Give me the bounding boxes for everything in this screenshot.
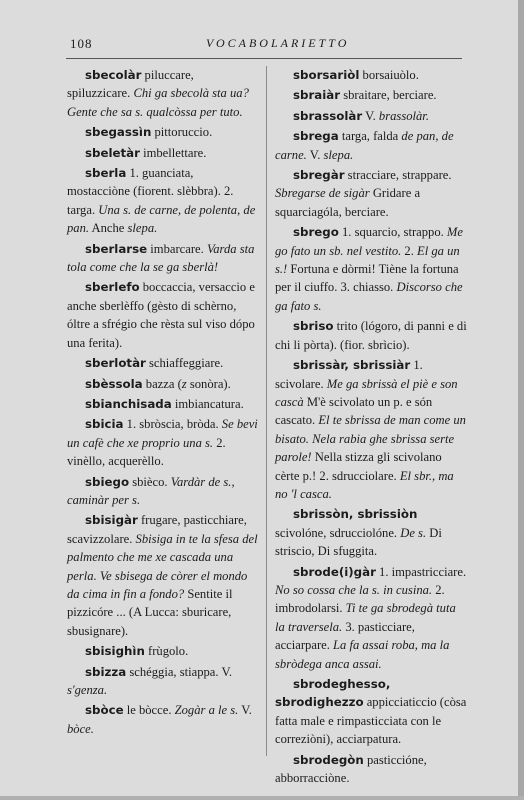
entry-definition: Fortuna e dòrmi! Tiène la fortuna per il ciuffo. 3. chiasso.: [275, 262, 459, 295]
entry-headword: sbizza: [85, 664, 127, 679]
entry-definition: le bòcce.: [123, 703, 175, 718]
left-column: [67, 66, 259, 740]
entry-example: Chi ga sbecolà sta ua? Gente che sa s. qualcòssa per tuto.: [67, 86, 249, 119]
entry-headword: sborsariòl: [293, 68, 360, 82]
entry-definition: stracciare, strappare.: [344, 168, 452, 183]
dictionary-entry: [275, 356, 467, 503]
dictionary-entry: [67, 144, 259, 162]
dictionary-entry: [275, 86, 467, 104]
entry-definition: 1. sbròscia, bròda.: [123, 417, 222, 432]
dictionary-entry: [275, 751, 467, 788]
entry-definition: bazza (: [142, 376, 182, 391]
entry-example: s'genza.: [67, 683, 108, 697]
entry-example: slepa.: [323, 147, 354, 162]
dictionary-entry: [67, 123, 259, 141]
entry-headword: sbecolàr: [85, 68, 142, 82]
entry-definition: V.: [306, 147, 324, 162]
entry-definition: Anche: [89, 221, 128, 236]
header-rule: [66, 58, 462, 59]
entry-definition: appicciaticcio (còsa fatta male e rimpasticciata con le correziòni), acciarpatura.: [275, 695, 467, 747]
entry-headword: sbisigàr: [85, 513, 138, 528]
dictionary-entry: [67, 642, 259, 660]
entry-example: bòce.: [67, 721, 94, 736]
entry-example: El te sbrissa de man come un bisato. Nela rabia ghe sbrissa serte parole!: [275, 413, 466, 465]
entry-example: Vardàr de s., caminàr per s.: [67, 474, 235, 507]
entry-definition: boccaccia, versaccio e anche sberlèffo (gèsto di schèrno, óltre a sfrégio che rèsta sul viso dópo una ferita).: [67, 280, 255, 350]
entry-definition: frugare, pasticchiare, scavizzolare.: [67, 513, 247, 546]
dictionary-entry: [275, 317, 467, 354]
entry-definition: pasticcióne, abborracciòne.: [275, 752, 427, 786]
entry-headword: sbriso: [293, 319, 334, 334]
entry-headword: sbèssola: [85, 376, 143, 391]
entry-headword: sbraiàr: [293, 88, 341, 103]
dictionary-entry: [275, 107, 467, 125]
entry-headword: sbrodegòn: [293, 752, 364, 767]
entry-example: Zogàr a le s.: [174, 703, 239, 718]
entry-definition: V.: [238, 703, 252, 718]
dictionary-entry: [67, 240, 259, 277]
page-edge-right: [518, 0, 524, 800]
entry-definition: 3. pasticciare, acciarpare.: [275, 619, 415, 653]
entry-definition: imbarcare.: [147, 241, 207, 256]
dictionary-entry: [67, 66, 259, 121]
entry-example: z: [181, 376, 187, 391]
entry-definition: scivolóne, sdrucciolóne.: [275, 525, 401, 540]
dictionary-entry: [67, 164, 259, 238]
page-header: [56, 36, 460, 56]
entry-definition: imbellettare.: [139, 145, 207, 160]
entry-example: Me ga sbrissà el piè e son cascà: [275, 376, 458, 409]
entry-definition: piluccare, spiluzzicare.: [67, 68, 194, 101]
entry-headword: sberla: [85, 166, 127, 181]
entry-headword: sbrego: [293, 225, 339, 240]
dictionary-entry: [67, 473, 259, 510]
entry-headword: sbòce: [85, 703, 124, 718]
entry-definition: 1. guanciata, mostacciòne (fiorent. slèbbra). 2. targa.: [67, 166, 234, 217]
entry-headword: sbrissòn, sbrissiòn: [293, 507, 418, 522]
entry-definition: 1. impastricciare.: [375, 564, 467, 579]
entry-headword: sberlefo: [85, 280, 140, 295]
page-number: 108: [70, 36, 93, 51]
entry-definition: schiaffeggiare.: [145, 356, 224, 371]
column-divider: [266, 66, 267, 756]
entry-definition: Di striscio, Di sfuggita.: [275, 525, 442, 559]
dictionary-entry: [67, 663, 259, 700]
entry-example: de pan, de carne.: [275, 129, 454, 162]
entry-definition: sonòra).: [186, 376, 231, 391]
entry-headword: sbrissàr, sbrissiàr: [293, 358, 411, 373]
entry-headword: sberlotàr: [85, 356, 146, 371]
entry-headword: sbegassìn: [85, 125, 152, 140]
dictionary-entry: [67, 395, 259, 413]
entry-example: brassolàr.: [378, 108, 429, 123]
entry-headword: sbrodeghesso, sbrodighezzo: [275, 677, 391, 710]
entry-headword: sbisighìn: [85, 644, 145, 659]
entry-headword: sbrassolàr: [293, 108, 363, 123]
dictionary-entry: [275, 563, 467, 673]
entry-definition: V.: [362, 108, 379, 123]
entry-definition: 2.: [401, 243, 418, 258]
entry-example: Una s. de carne, de polenta, de pan.: [67, 202, 256, 236]
entry-definition: trito (lógoro, di panni e di chi li pòrta). (fior. sbrìcio).: [275, 319, 467, 352]
entry-example: Discorso che ga fato s.: [275, 280, 463, 313]
entry-definition: Gridare a squarciagóla, berciare.: [275, 186, 421, 219]
dictionary-entry: [275, 505, 467, 560]
dictionary-entry: [67, 415, 259, 470]
entry-headword: sbianchisada: [85, 396, 172, 411]
dictionary-entry: [275, 675, 467, 749]
entry-definition: sbièco.: [129, 474, 171, 489]
entry-example: Se bevi un cafè che xe proprio una s.: [67, 417, 258, 450]
entry-headword: sbregàr: [293, 168, 345, 183]
entry-definition: schéggia, stiappa. V.: [126, 664, 233, 679]
entry-example: El sbr., ma no 'l casca.: [275, 468, 454, 501]
entry-definition: sbraitare, berciare.: [340, 88, 437, 103]
entry-example: Sbisiga in te la sfesa del palmento che me xe cascada una perla. Ve sbisega de còrer el mondo da cima in fin a fondo?: [67, 531, 258, 601]
dictionary-entry: [67, 511, 259, 640]
entry-definition: pittoruccio.: [151, 125, 213, 140]
entry-definition: targa, falda: [338, 129, 402, 144]
page-edge-bottom: [0, 796, 524, 800]
entry-example: Me go fato un sb. nel vestito.: [275, 225, 464, 258]
running-title: VOCABOLARIETTO: [206, 36, 350, 50]
right-column: [275, 66, 467, 789]
entry-headword: sbiego: [85, 474, 130, 489]
entry-definition: 2. imbrodolarsi.: [275, 582, 445, 616]
entry-example: No so cossa che la s. in cusina.: [275, 582, 433, 597]
entry-definition: 2. vinèllo, acquerèllo.: [67, 435, 226, 469]
entry-definition: Sentite il pizzicóre ... (A Lucca: sburicare, sbusignare).: [67, 586, 233, 638]
entry-definition: M'è scivolato un p. e són cascato.: [275, 394, 433, 428]
entry-headword: sberlarse: [85, 241, 148, 256]
entry-definition: borsaiuòlo.: [359, 68, 419, 82]
entry-definition: 1. squarcio, strappo.: [338, 225, 447, 240]
dictionary-entry: [67, 375, 259, 393]
entry-headword: sbrega: [293, 129, 339, 144]
entry-headword: sbicia: [85, 417, 124, 432]
dictionary-entry: [67, 701, 259, 738]
entry-example: Varda sta tola come che la se ga sberlà!: [67, 241, 255, 275]
dictionary-entry: [67, 354, 259, 372]
entry-example: Ti te ga sbrodegà tuta la traversela.: [275, 601, 456, 634]
entry-definition: frùgolo.: [144, 644, 189, 659]
entry-example: slepa.: [127, 221, 158, 236]
entry-example: El ga un s.!: [275, 243, 460, 277]
entry-definition: Nella stizza gli scivolano cèrte p.! 2. sdrucciolare.: [275, 450, 442, 483]
dictionary-entry: [275, 223, 467, 315]
dictionary-entry: [67, 278, 259, 352]
dictionary-entry: [275, 166, 467, 221]
dictionary-entry: [275, 66, 467, 84]
entry-headword: sbrode(i)gàr: [293, 564, 376, 579]
entry-headword: sbeletàr: [85, 145, 140, 160]
entry-definition: 1. scivolare.: [275, 358, 423, 391]
entry-example: De s.: [400, 525, 427, 540]
dictionary-entry: [275, 127, 467, 164]
entry-example: Sbregarse de sigàr: [275, 186, 370, 201]
entry-example: La fa assai roba, ma la sbròdega anca assai.: [275, 638, 450, 671]
entry-definition: imbiancatura.: [171, 396, 244, 411]
